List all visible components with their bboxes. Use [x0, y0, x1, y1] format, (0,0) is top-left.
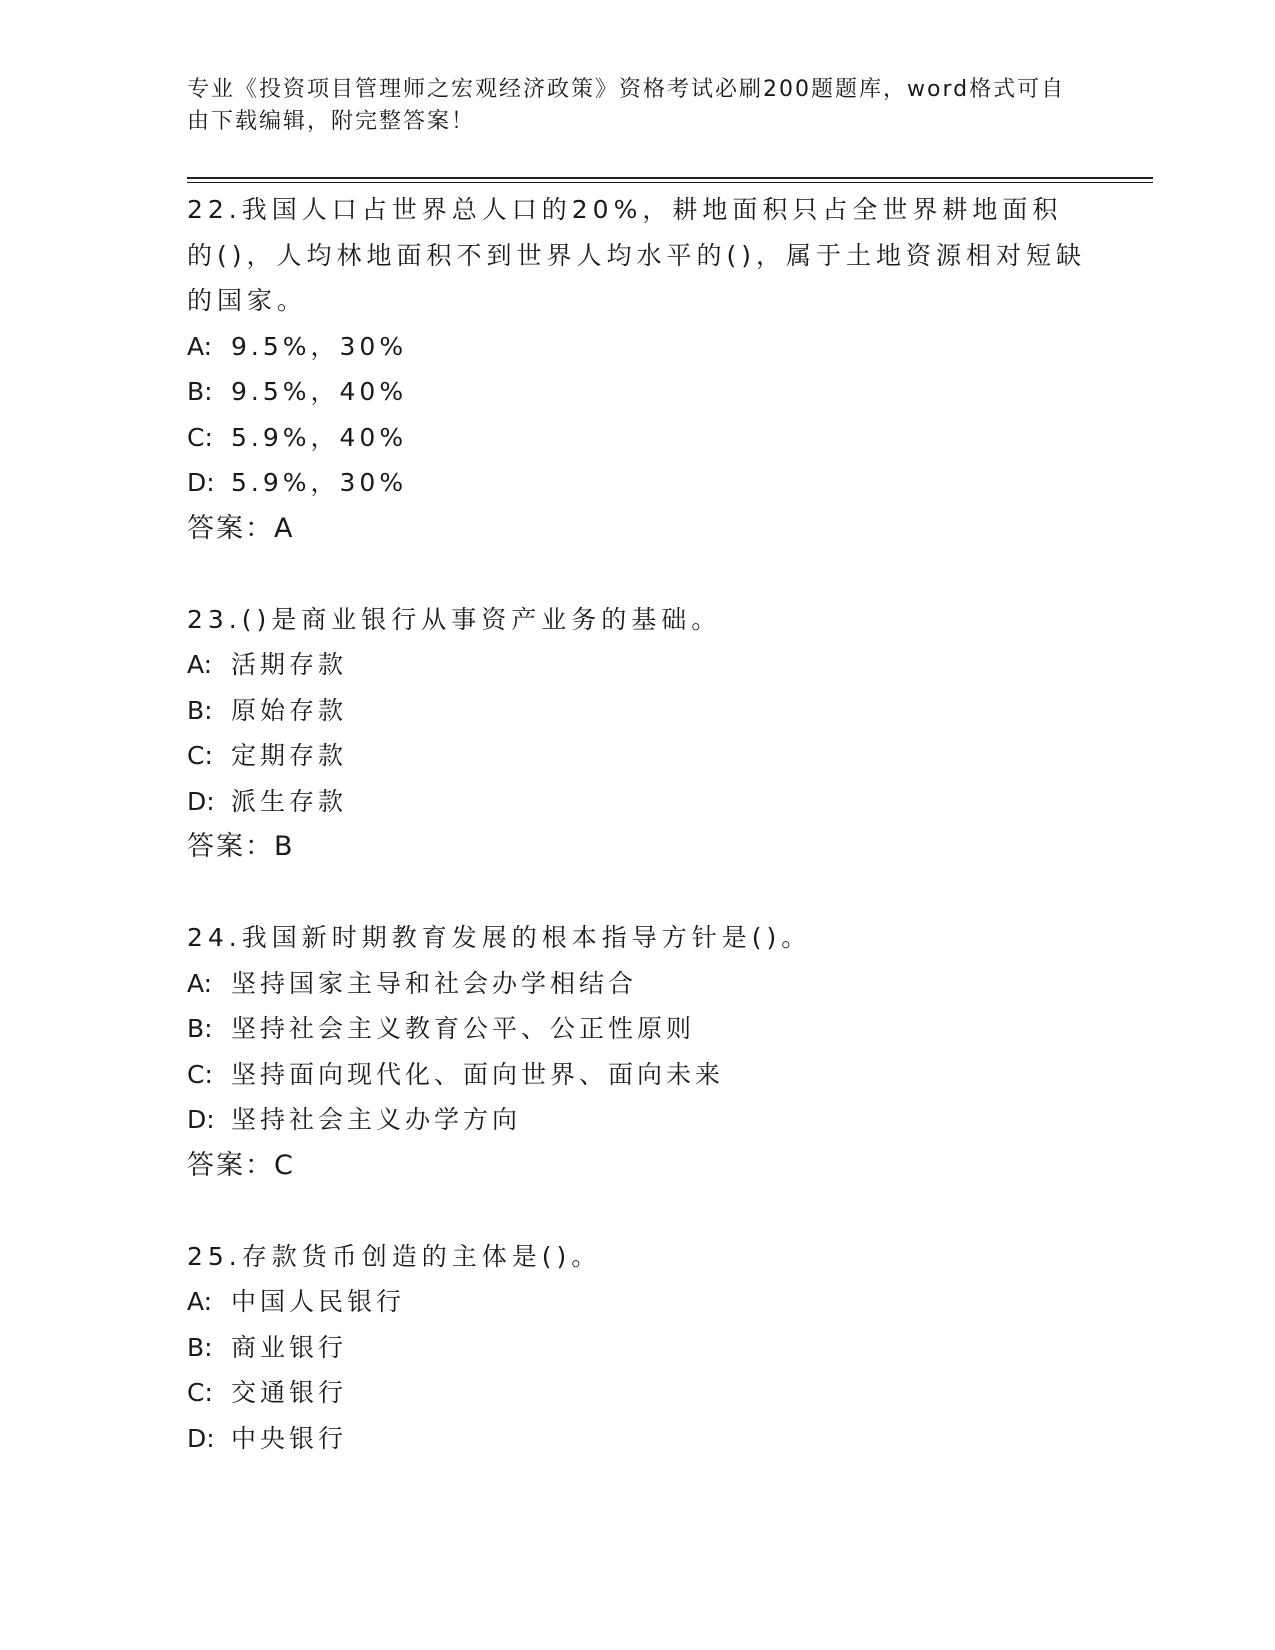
question-25	[187, 1234, 1087, 1462]
spacer	[187, 1188, 1087, 1234]
question-text: 22.我国人口占世界总人口的20%，耕地面积只占全世界耕地面积的()，人均林地面积不到世界人均水平的()，属于土地资源相对短缺的国家。	[187, 195, 1087, 315]
option-b	[187, 369, 1087, 415]
option-text: 中国人民银行	[231, 1287, 406, 1316]
option-a	[187, 642, 1087, 688]
option-a	[187, 1279, 1087, 1325]
answer-line	[187, 824, 1087, 870]
option-d	[187, 1097, 1087, 1143]
header-rule-thin	[187, 182, 1153, 183]
option-a	[187, 324, 1087, 370]
option-key: A:	[187, 1287, 213, 1316]
option-text: 5.9%，40%	[231, 422, 408, 452]
option-key: A:	[187, 650, 213, 679]
option-text: 交通银行	[231, 1378, 348, 1407]
option-a	[187, 961, 1087, 1007]
answer-line	[187, 506, 1087, 552]
option-key: B:	[187, 695, 213, 725]
option-b	[187, 1006, 1087, 1052]
option-key: C:	[187, 422, 213, 452]
header-rule-thick	[187, 177, 1153, 179]
answer-value: C	[274, 1149, 294, 1181]
option-text: 坚持社会主义办学方向	[231, 1105, 522, 1134]
option-text: 9.5%，30%	[231, 331, 408, 361]
option-b	[187, 1325, 1087, 1371]
document-header: 专业《投资项目管理师之宏观经济政策》资格考试必刷200题题库，word格式可自由下载编辑，附完整答案！	[187, 77, 1066, 134]
spacer	[187, 870, 1087, 916]
option-text: 9.5%，40%	[231, 377, 408, 406]
option-d	[187, 1416, 1087, 1462]
answer-label: 答案：	[187, 831, 274, 862]
question-list	[187, 187, 1087, 1461]
option-text: 中央银行	[231, 1423, 348, 1453]
answer-value: A	[274, 512, 294, 544]
option-key: B:	[187, 1014, 213, 1043]
option-text: 活期存款	[231, 650, 348, 679]
option-key: C:	[187, 741, 213, 770]
option-c	[187, 1370, 1087, 1416]
option-key: C:	[187, 1059, 213, 1089]
answer-line	[187, 1143, 1087, 1189]
option-text: 原始存款	[231, 695, 348, 725]
option-c	[187, 415, 1087, 461]
answer-label: 答案：	[187, 512, 274, 544]
question-text: 23.()是商业银行从事资产业务的基础。	[187, 604, 722, 634]
question-22	[187, 187, 1087, 551]
option-d	[187, 460, 1087, 506]
option-c	[187, 733, 1087, 779]
option-c	[187, 1052, 1087, 1098]
option-key: A:	[187, 331, 213, 361]
option-b	[187, 688, 1087, 734]
option-key: D:	[187, 1423, 215, 1453]
question-text: 25.存款货币创造的主体是()。	[187, 1241, 602, 1271]
option-key: D:	[187, 468, 215, 497]
question-24	[187, 915, 1087, 1188]
option-key: B:	[187, 377, 213, 406]
answer-label: 答案：	[187, 1149, 274, 1181]
option-text: 坚持国家主导和社会办学相结合	[231, 968, 638, 998]
option-text: 5.9%，30%	[231, 468, 408, 497]
option-text: 商业银行	[231, 1332, 348, 1362]
question-text: 24.我国新时期教育发展的根本指导方针是()。	[187, 923, 812, 952]
answer-value: B	[274, 831, 294, 862]
option-key: C:	[187, 1378, 213, 1407]
option-key: D:	[187, 786, 215, 816]
option-key: D:	[187, 1105, 215, 1134]
option-text: 定期存款	[231, 741, 348, 770]
option-d	[187, 779, 1087, 825]
option-key: A:	[187, 968, 213, 998]
question-23	[187, 597, 1087, 870]
spacer	[187, 551, 1087, 597]
option-text: 坚持社会主义教育公平、公正性原则	[231, 1014, 696, 1043]
option-text: 派生存款	[231, 786, 348, 816]
option-key: B:	[187, 1332, 213, 1362]
option-text: 坚持面向现代化、面向世界、面向未来	[231, 1059, 725, 1089]
